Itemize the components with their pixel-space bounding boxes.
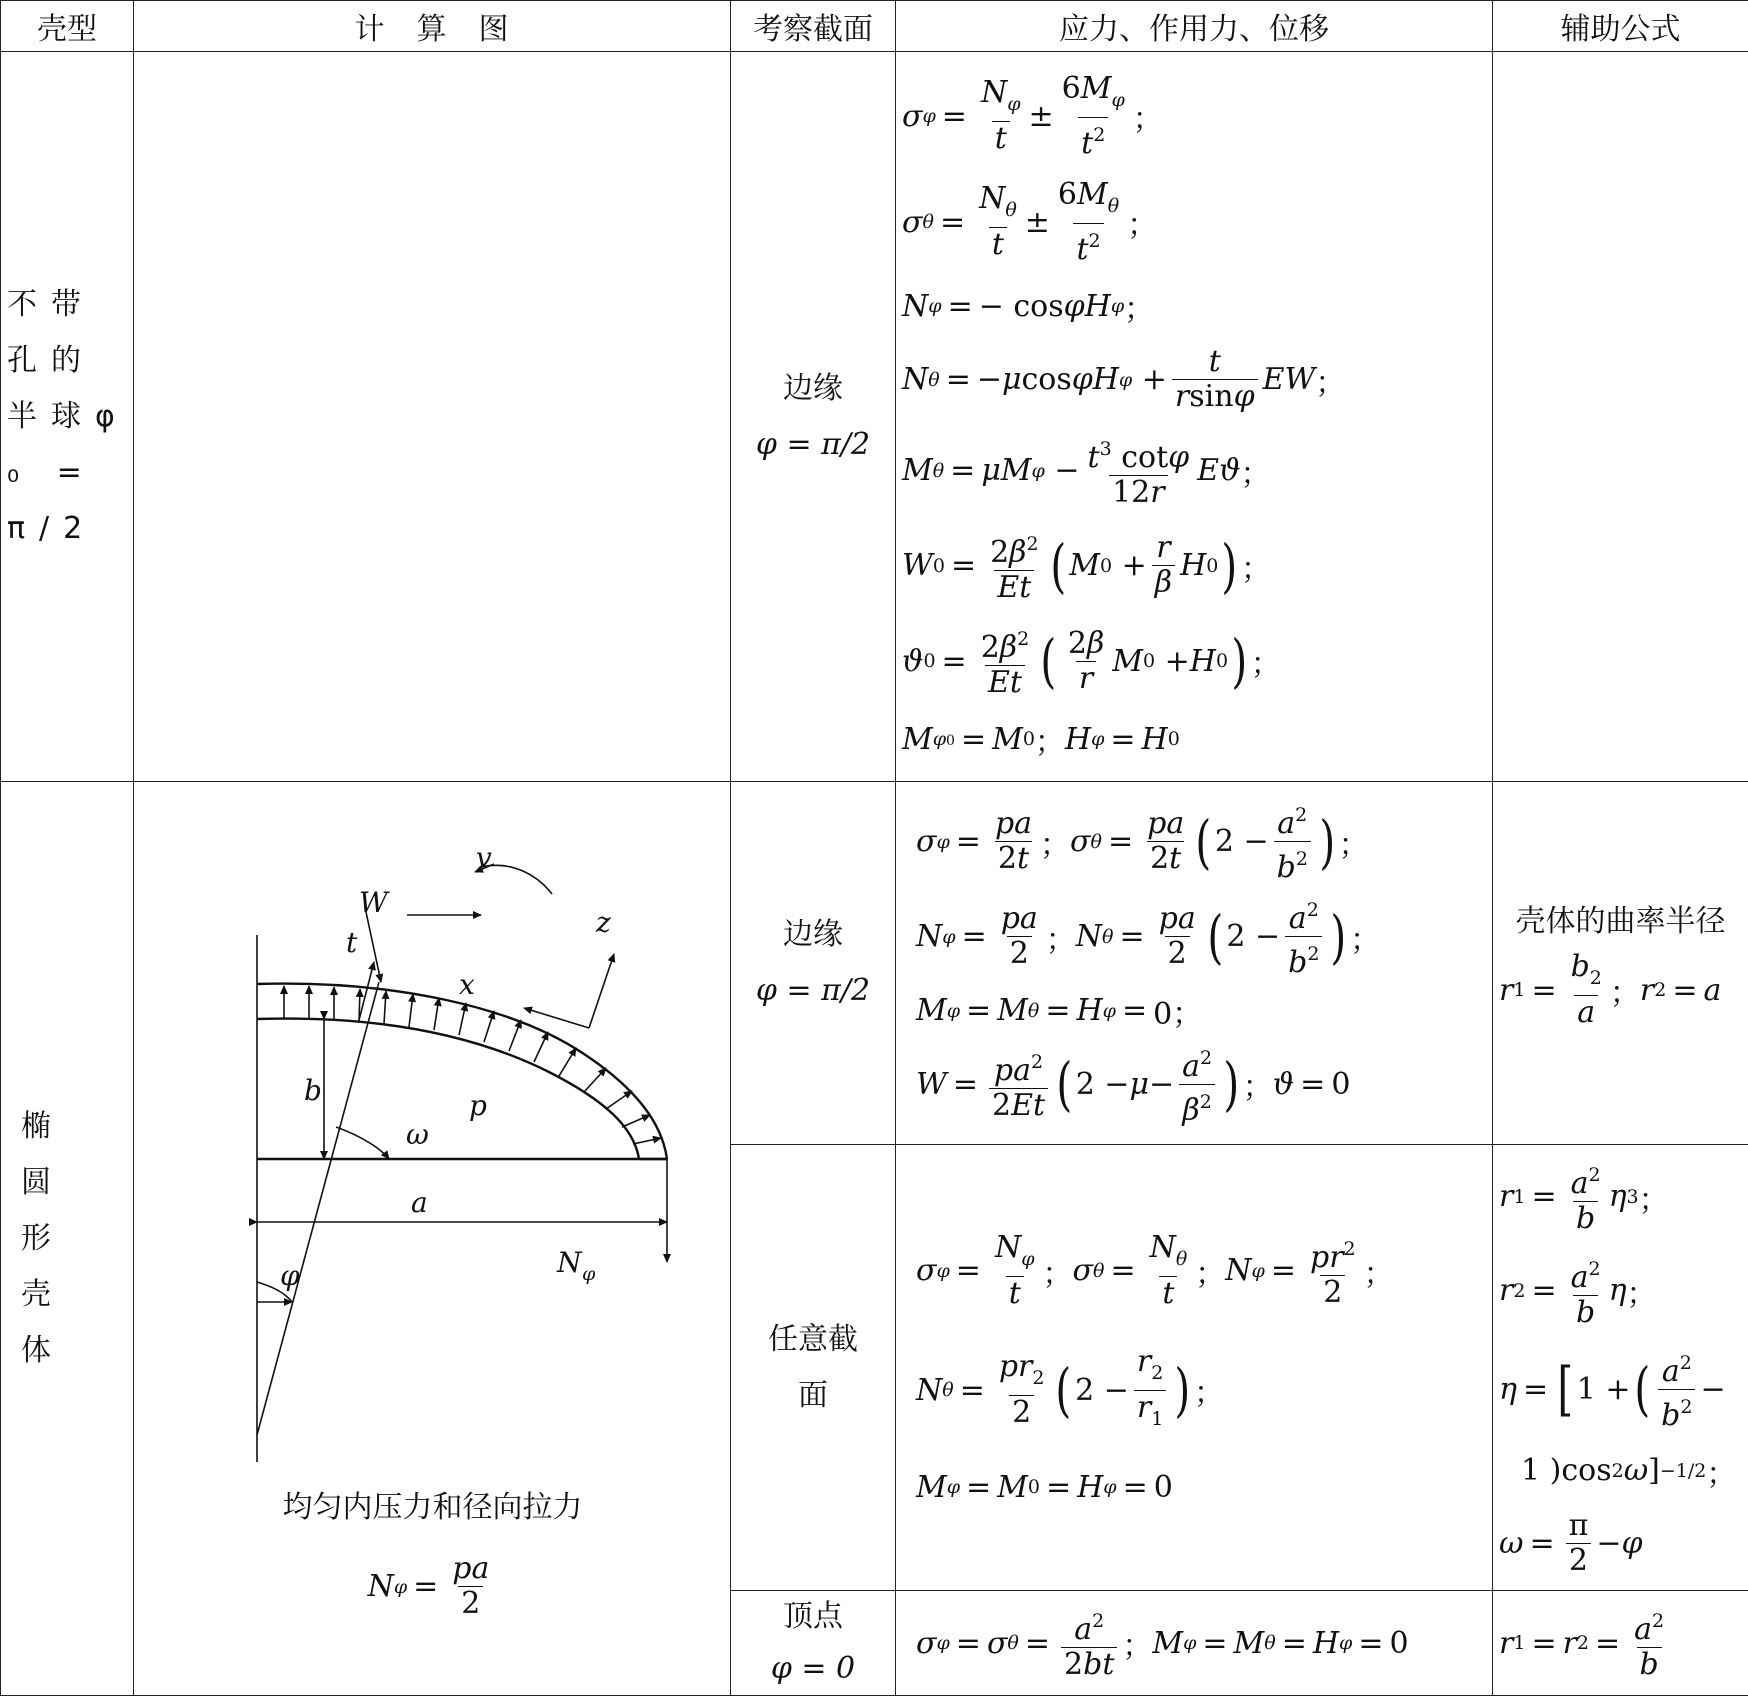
formula-M-theta: M θ = μM φ − $t^3$ cotφ 12r Eϑ ；: [902, 432, 1486, 510]
section-top: 顶点 φ = 0: [731, 1591, 896, 1696]
label-N-sub: φ: [582, 1263, 596, 1285]
diagram-caption: 均匀内压力和径向拉力: [134, 1482, 731, 1526]
section-edge-1: 边缘 φ = π/2: [731, 52, 896, 782]
formula-boundary: M φ0 = M 0 ； H φ = H 0: [902, 717, 1486, 761]
header-forces: 应力、作用力、位移: [896, 1, 1493, 52]
header-row: [1, 1, 1748, 52]
aux-top: r 1 = r 2 = $\frac{a^2}{b}$: [1493, 1591, 1748, 1696]
label-v: v: [476, 841, 492, 874]
label-x: x: [459, 968, 475, 1001]
section-any: 任意截面: [731, 1145, 896, 1591]
formula-N-theta: N θ = − μ cos φH φ + t rsinφ EW ；: [902, 345, 1486, 414]
section-edge-2: 边缘 φ = π/2: [731, 782, 896, 1145]
diagram-empty: [134, 52, 731, 782]
formula-W0: W 0 = $\frac{2\beta^2}{Et}$ ( M 0 + r β H 0 ) ；: [902, 527, 1486, 605]
formula-theta0: ϑ 0 = $\frac{2\beta^2}{Et}$ ( 2β r M 0 + H 0 ) ；: [902, 622, 1486, 700]
diagram-ellipse: [134, 782, 731, 1696]
label-z: z: [595, 906, 611, 939]
label-a: a: [411, 1186, 428, 1219]
formula-sigma-phi: σ φ = $\frac{N_\varphi}{t}$ ± $6M_\varphi$ $t^2$ ；: [902, 72, 1486, 161]
header-shell-type: 壳型: [1, 1, 134, 52]
label-t: t: [346, 926, 358, 959]
label-phi: φ: [280, 1259, 300, 1292]
aux-any: r 1 = $\frac{a^2}{b}$ η 3 ； r 2 = $\frac{a^2}{b}$ η ； η = [ 1 + ( $a^2$ $b^2$ − 1 )cos 2 ω ] −1/2 ； ω = $\frac{\pi}{2}$ − φ: [1493, 1145, 1748, 1591]
aux-empty-1: [1493, 52, 1748, 782]
header-diagram: 计 算 图: [134, 1, 731, 52]
formulas-hemisphere: [896, 52, 1493, 782]
shell-type-ellipse: 椭圆形壳体: [1, 782, 134, 1696]
shell-type-hemisphere: 不带孔的半球φ₀ = π/2: [1, 52, 134, 782]
caption-formula: N φ = $\frac{pa}{2}$: [134, 1552, 731, 1621]
label-p: p: [469, 1089, 487, 1122]
row-ellipse-edge: [1, 782, 1748, 1145]
label-omega: ω: [406, 1118, 429, 1151]
formula-sigma-theta: σ θ = $\frac{N_\theta}{t}$ ± $6M_\theta$ $t^2$ ；: [902, 178, 1486, 267]
label-N: N: [556, 1246, 583, 1279]
label-b: b: [304, 1074, 322, 1107]
header-aux: 辅助公式: [1493, 1, 1748, 52]
formulas-ellipse-top: σ φ = σ θ = $\frac{a^2}{2bt}$ ； M φ = M θ = H φ = 0: [896, 1591, 1493, 1696]
aux-edge: 壳体的曲率半径 r 1 = $\frac{b_2}{a}$ ； r 2 = a: [1493, 782, 1748, 1145]
header-section: 考察截面: [731, 1, 896, 52]
formula-N-phi: N φ = − cos φH φ ；: [902, 284, 1486, 328]
formulas-ellipse-any: σ φ = $\frac{N_\varphi}{t}$ ； σ θ = $\frac{N_\theta}{t}$ ； N φ = $\frac{pr^2}{2}$ ； N θ = $\frac{pr_2}{2}$ ( 2 − $r_2$ $r_1$ ) ； M φ = M 0 = H φ = 0: [896, 1145, 1493, 1591]
row-hemisphere: [1, 52, 1748, 782]
label-W: W: [359, 886, 390, 919]
formulas-ellipse-edge: σ φ = $\frac{pa}{2t}$ ； σ θ = $\frac{pa}{2t}$ ( 2 − $a^2$ $b^2$ ) ； N φ = $\frac{pa}{2}$ ； N θ = $\frac{pa}{2}$ ( 2 − $a^2$ $b^2$ ) ； M φ = M θ = H φ = 0； W = $\frac{pa^2}{2Et}$ ( 2 − μ − $a^2$ $\beta^2$ ) ； ϑ = 0: [896, 782, 1493, 1145]
